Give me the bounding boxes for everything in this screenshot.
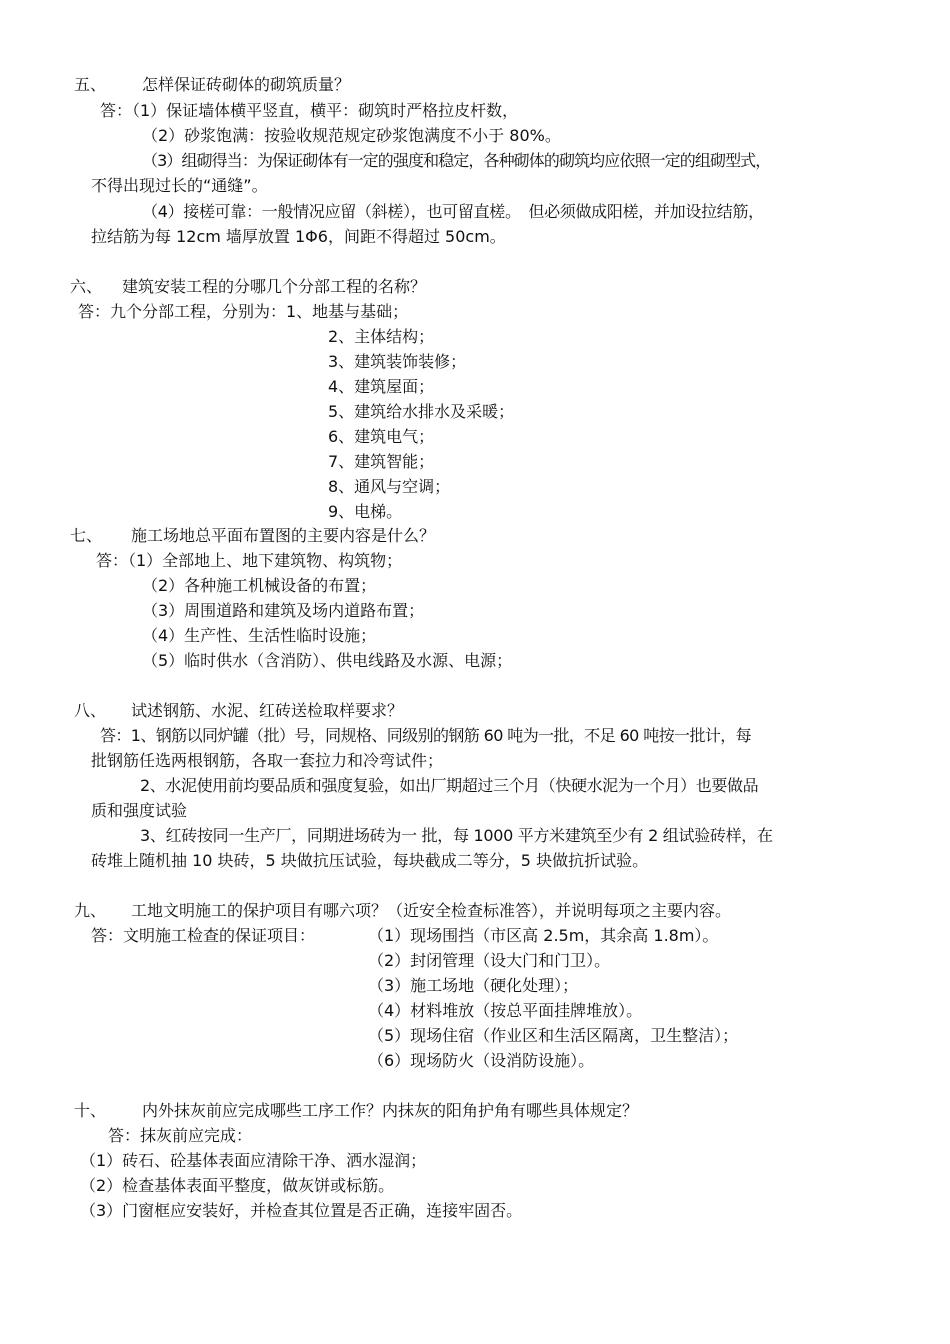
section-9-line-2: （1）现场围挡（市区高 2.5m，其余高 1.8m）。 bbox=[368, 926, 719, 945]
section-6-line-7: 7、建筑智能； bbox=[328, 452, 435, 471]
section-6-line-1: 答：九个分部工程，分别为：1、地基与基础； bbox=[78, 302, 409, 321]
section-5-line-1: 答：（1）保证墙体横平竖直，横平：砌筑时严格拉皮杆数， bbox=[100, 101, 519, 120]
section-6-line-3: 3、建筑装饰装修； bbox=[328, 352, 467, 371]
section-10-line-1: 答：抹灰前应完成： bbox=[108, 1126, 253, 1145]
section-10-number: 十、 bbox=[74, 1101, 107, 1120]
section-8-question: 试述钢筋、水泥、红砖送检取样要求？ bbox=[131, 701, 404, 720]
section-10-question: 内外抹灰前应完成哪些工序工作？内抹灰的阳角护角有哪些具体规定？ bbox=[142, 1101, 639, 1120]
section-8-line-6: 砖堆上随机抽 10 块砖，5 块做抗压试验，每块截成二等分，5 块做抗折试验。 bbox=[91, 851, 649, 870]
section-7-question: 施工场地总平面布置图的主要内容是什么？ bbox=[131, 526, 436, 545]
section-6-question: 建筑安装工程的分哪几个分部工程的名称？ bbox=[122, 277, 427, 296]
section-8-line-2: 批钢筋任选两根钢筋，各取一套拉力和冷弯试件； bbox=[91, 751, 444, 770]
section-6-line-4: 4、建筑屋面； bbox=[328, 377, 435, 396]
section-6-line-8: 8、通风与空调； bbox=[328, 477, 451, 496]
section-9-line-7: （6）现场防火（设消防设施）。 bbox=[368, 1051, 595, 1070]
section-5-line-4: 不得出现过长的“通缝”。 bbox=[91, 176, 268, 195]
section-9-question: 工地文明施工的保护项目有哪六项？（近安全检查标准答），并说明每项之主要内容。 bbox=[131, 901, 732, 920]
section-9-line-3: （2）封闭管理（设大门和门卫）。 bbox=[368, 951, 611, 970]
section-5-line-2: （2）砂浆饱满：按验收规范规定砂浆饱满度不小于 80%。 bbox=[142, 126, 561, 145]
section-8-line-4: 质和强度试验 bbox=[91, 801, 188, 820]
section-5-line-6: 拉结筋为每 12cm 墙厚放置 1Φ6，间距不得超过 50cm。 bbox=[91, 227, 506, 246]
section-6-line-9: 9、电梯。 bbox=[328, 502, 403, 521]
section-5-number: 五、 bbox=[74, 75, 107, 94]
section-8-line-3: 2、水泥使用前均要品质和强度复验，如出厂期超过三个月（快硬水泥为一个月）也要做品 bbox=[140, 776, 759, 795]
section-9-line-4: （3）施工场地（硬化处理）； bbox=[368, 976, 579, 995]
section-10-line-3: （2）检查基体表面平整度，做灰饼或标筋。 bbox=[80, 1176, 395, 1195]
section-9-line-1: 答：文明施工检查的保证项目： bbox=[91, 926, 316, 945]
section-7-line-4: （4）生产性、生活性临时设施； bbox=[142, 626, 377, 645]
section-10-line-4: （3）门窗框应安装好，并检查其位置是否正确，连接牢固否。 bbox=[80, 1201, 523, 1220]
section-8-line-1: 答：1、钢筋以同炉罐（批）号，同规格、同级别的钢筋 60 吨为一批，不足 60 吨按一批计，每 bbox=[100, 726, 752, 745]
section-7-line-5: （5）临时供水（含消防）、供电线路及水源、电源； bbox=[142, 651, 513, 670]
section-6-line-2: 2、主体结构； bbox=[328, 327, 435, 346]
section-7-line-2: （2）各种施工机械设备的布置； bbox=[142, 576, 377, 595]
section-6-line-5: 5、建筑给水排水及采暖； bbox=[328, 402, 515, 421]
section-5-line-3: （3）组砌得当：为保证砌体有一定的强度和稳定，各种砌体的砌筑均应依照一定的组砌型式， bbox=[142, 151, 771, 170]
section-9-line-6: （5）现场住宿（作业区和生活区隔离，卫生整洁）； bbox=[368, 1026, 739, 1045]
section-7-number: 七、 bbox=[70, 526, 103, 545]
section-9-number: 九、 bbox=[74, 901, 107, 920]
section-8-number: 八、 bbox=[74, 701, 107, 720]
section-5-line-5: （4）接槎可靠：一般情况应留（斜槎），也可留直槎。 但必须做成阳槎，并加设拉结筋， bbox=[142, 202, 764, 221]
section-8-line-5: 3、红砖按同一生产厂，同期进场砖为一 批，每 1000 平方米建筑至少有 2 组试验砖样，在 bbox=[140, 826, 773, 845]
section-9-line-5: （4）材料堆放（按总平面挂牌堆放）。 bbox=[368, 1001, 643, 1020]
section-6-line-6: 6、建筑电气； bbox=[328, 427, 435, 446]
section-7-line-3: （3）周围道路和建筑及场内道路布置； bbox=[142, 601, 425, 620]
section-5-question: 怎样保证砖砌体的砌筑质量？ bbox=[142, 75, 351, 94]
section-6-number: 六、 bbox=[70, 277, 103, 296]
section-7-line-1: 答：（1）全部地上、地下建筑物、构筑物； bbox=[96, 551, 403, 570]
section-10-line-2: （1）砖石、砼基体表面应清除干净、洒水湿润； bbox=[80, 1151, 427, 1170]
